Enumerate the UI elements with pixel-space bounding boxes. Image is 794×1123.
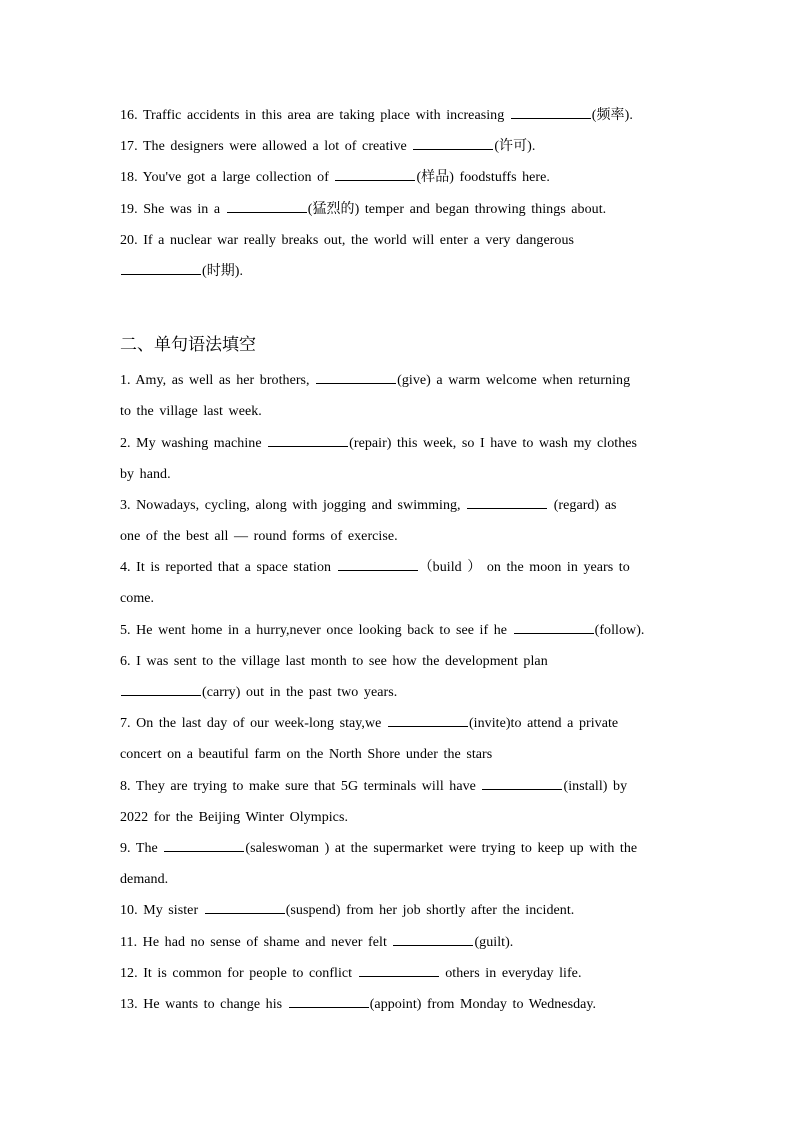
question-19 <box>120 194 668 225</box>
question-8 <box>120 771 668 802</box>
question-18 <box>120 162 668 193</box>
question-text: 17. The designers were allowed a lot of creative <box>120 139 413 155</box>
question-7 <box>120 708 668 739</box>
question-text: by hand. <box>120 466 171 482</box>
question-hint: (guilt). <box>474 934 514 950</box>
answer-blank[interactable] <box>388 714 468 727</box>
question-11 <box>120 927 668 958</box>
question-12 <box>120 958 668 989</box>
question-3 <box>120 490 668 521</box>
question-text: 10. My sister <box>120 903 204 919</box>
question-hint: (carry) out in the past two years. <box>202 685 398 700</box>
question-text: 16. Traffic accidents in this area are taking place with increasing <box>120 108 510 123</box>
question-text: 13. He wants to change his <box>120 996 288 1012</box>
answer-blank[interactable] <box>164 839 244 852</box>
question-6-cont <box>120 677 668 708</box>
question-text: 11. He had no sense of shame and never felt <box>120 934 393 950</box>
question-16 <box>120 100 668 131</box>
answer-blank[interactable] <box>359 964 439 977</box>
question-3-cont <box>120 521 668 552</box>
question-hint: （build ） on the moon in years to <box>418 560 630 576</box>
answer-blank[interactable] <box>467 496 547 509</box>
question-hint: (install) by <box>563 778 628 794</box>
section-heading: 二、单句语法填空 <box>120 335 256 356</box>
question-text: 3. Nowadays, cycling, along with jogging and swimming, <box>120 497 467 513</box>
question-text: demand. <box>120 872 169 888</box>
question-1 <box>120 365 668 396</box>
question-text: one of the best all — round forms of exercise. <box>120 529 398 545</box>
question-text: 7. On the last day of our week-long stay,we <box>120 716 387 732</box>
answer-blank[interactable] <box>268 434 348 447</box>
question-17 <box>120 131 668 162</box>
answer-blank[interactable] <box>121 683 201 696</box>
question-text: 8. They are trying to make sure that 5G terminals will have <box>120 778 482 794</box>
answer-blank[interactable] <box>205 901 285 914</box>
question-6 <box>120 646 668 677</box>
question-hint: (invite)to attend a private <box>468 716 619 732</box>
question-text: 4. It is reported that a space station <box>120 560 337 576</box>
question-hint: (give) a warm welcome when returning <box>397 373 631 389</box>
question-text: 12. It is common for people to conflict <box>120 965 358 981</box>
question-text: 1. Amy, as well as her brothers, <box>120 373 316 389</box>
question-7-cont <box>120 739 668 770</box>
answer-blank[interactable] <box>316 371 396 384</box>
question-4-cont <box>120 583 668 614</box>
worksheet-content <box>120 100 668 1020</box>
question-2 <box>120 428 668 459</box>
question-2-cont <box>120 459 668 490</box>
question-text: 6. I was sent to the village last month to see how the development plan <box>120 653 548 669</box>
question-hint: (样品) foodstuffs here. <box>416 170 550 186</box>
question-hint: (suspend) from her job shortly after the incident. <box>285 903 575 919</box>
question-13 <box>120 989 668 1020</box>
question-20-cont <box>120 256 668 287</box>
question-text: 2022 for the Beijing Winter Olympics. <box>120 809 348 825</box>
section-gap <box>120 287 668 325</box>
question-hint: (regard) as <box>548 497 617 513</box>
question-text: 19. She was in a <box>120 201 226 217</box>
question-9 <box>120 833 668 864</box>
question-hint: others in everyday life. <box>439 965 582 981</box>
question-text: 5. He went home in a hurry,never once looking back to see if he <box>120 622 513 638</box>
question-text: 18. You've got a large collection of <box>120 170 335 186</box>
question-8-cont <box>120 802 668 833</box>
question-text: come. <box>120 591 155 607</box>
answer-blank[interactable] <box>511 106 591 119</box>
question-9-cont <box>120 864 668 895</box>
answer-blank[interactable] <box>482 777 562 790</box>
question-text: to the village last week. <box>120 404 262 420</box>
question-text: 2. My washing machine <box>120 435 268 451</box>
answer-blank[interactable] <box>393 933 473 946</box>
answer-blank[interactable] <box>121 262 201 275</box>
answer-blank[interactable] <box>335 168 415 181</box>
answer-blank[interactable] <box>514 621 594 634</box>
question-text: concert on a beautiful farm on the North Shore under the stars <box>120 747 493 763</box>
question-4 <box>120 552 668 583</box>
question-text: 20. If a nuclear war really breaks out, the world will enter a very dangerous <box>120 232 575 248</box>
answer-blank[interactable] <box>289 995 369 1008</box>
question-20 <box>120 225 668 256</box>
question-5 <box>120 615 668 646</box>
question-1-cont <box>120 396 668 427</box>
question-hint: (时期). <box>202 263 244 279</box>
question-hint: (saleswoman ) at the supermarket were trying to keep up with the <box>245 840 638 856</box>
question-hint: (猛烈的) temper and began throwing things about. <box>307 201 607 217</box>
question-text: 9. The <box>120 840 164 856</box>
answer-blank[interactable] <box>413 137 493 150</box>
question-hint: (follow). <box>594 622 645 638</box>
question-hint: (repair) this week, so I have to wash my clothes <box>349 435 638 451</box>
question-hint: (许可). <box>494 139 536 155</box>
question-10 <box>120 895 668 926</box>
answer-blank[interactable] <box>338 558 418 571</box>
answer-blank[interactable] <box>227 200 307 213</box>
question-hint: (appoint) from Monday to Wednesday. <box>369 996 597 1012</box>
question-hint: (频率). <box>591 108 633 123</box>
